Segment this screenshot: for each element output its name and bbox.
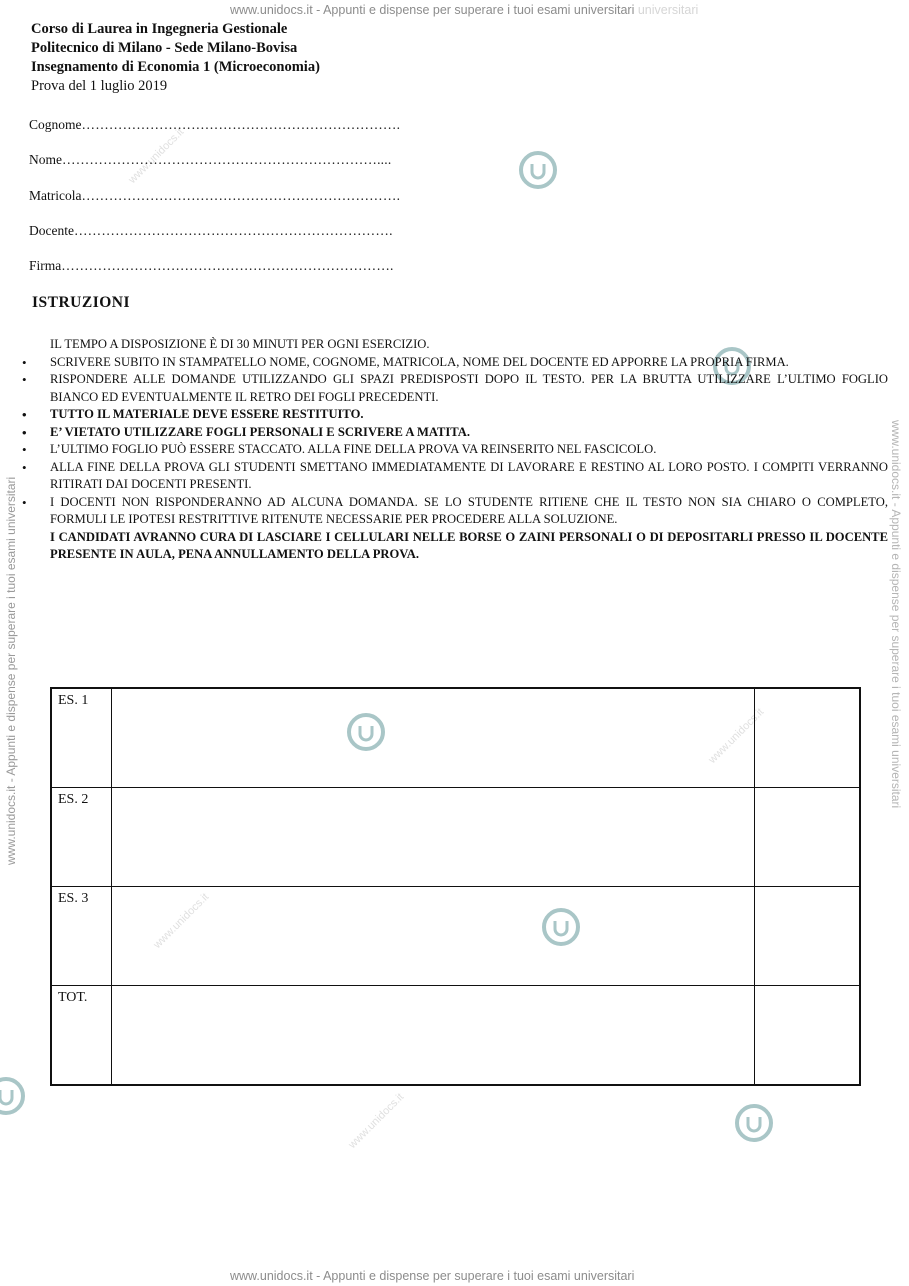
exercise-label: ES. 3 xyxy=(51,887,111,986)
watermark-bottom: www.unidocs.it - Appunti e dispense per superare i tuoi esami universitari xyxy=(230,1269,635,1283)
exercise-notes-cell[interactable] xyxy=(111,688,754,788)
instruction-item: • I DOCENTI NON RISPONDERANNO AD ALCUNA DOMANDA. SE LO STUDENTE RITIENE CHE IL TESTO NON SIA CHIARO O COMPLETO, FORMULI LE IPOTESI RESTRITTIVE RITENUTE NECESSARIE PER PROCEDERE ALLA SOLUZIONE. xyxy=(22,494,888,529)
instruction-item: • SCRIVERE SUBITO IN STAMPATELLO NOME, COGNOME, MATRICOLA, NOME DEL DOCENTE ED APPORRE LA PROPRIA FIRMA. xyxy=(22,354,888,372)
surname-field[interactable]: Cognome……………………………………………………………. xyxy=(29,117,401,132)
exercise-label: ES. 1 xyxy=(51,688,111,788)
watermark-side-right: www.unidocs.it - Appunti e dispense per superare i tuoi esami universitari xyxy=(889,420,903,809)
document-header xyxy=(31,20,320,96)
unidocs-logo-icon xyxy=(734,1103,774,1143)
course-name: Corso di Laurea in Ingegneria Gestionale xyxy=(31,21,288,37)
total-label: TOT. xyxy=(51,986,111,1086)
instruction-item: IL TEMPO A DISPOSIZIONE È DI 30 MINUTI PER OGNI ESERCIZIO. xyxy=(50,337,430,351)
instruction-item: • E’ VIETATO UTILIZZARE FOGLI PERSONALI E SCRIVERE A MATITA. xyxy=(22,424,888,442)
score-table xyxy=(50,687,861,1086)
table-row xyxy=(51,986,860,1086)
watermark-diagonal: www.unidocs.it xyxy=(706,706,767,766)
subject-name: Insegnamento di Economia 1 (Microeconomia) xyxy=(31,59,320,75)
name-field[interactable]: Nome…………………………………………………………….... xyxy=(29,152,392,167)
university-name: Politecnico di Milano - Sede Milano-Bovisa xyxy=(31,40,298,56)
watermark-diagonal: www.unidocs.it xyxy=(346,1091,407,1151)
watermark-side-left: www.unidocs.it - Appunti e dispense per superare i tuoi esami universitari xyxy=(4,476,18,865)
instruction-item: • TUTTO IL MATERIALE DEVE ESSERE RESTITUITO. xyxy=(22,406,888,424)
signature-field[interactable]: Firma………………………………………………………………. xyxy=(29,258,394,273)
exercise-score-cell[interactable] xyxy=(754,788,860,887)
instructions-list xyxy=(22,336,888,564)
total-notes-cell[interactable] xyxy=(111,986,754,1086)
unidocs-logo-icon xyxy=(0,1076,26,1116)
watermark-diagonal: www.unidocs.it xyxy=(151,891,212,951)
exercise-score-cell[interactable] xyxy=(754,688,860,788)
table-row xyxy=(51,788,860,887)
instruction-item: I CANDIDATI AVRANNO CURA DI LASCIARE I CELLULARI NELLE BORSE O ZAINI PERSONALI O DI DEPOSITARLI PRESSO IL DOCENTE PRESENTE IN AULA, PENA ANNULLAMENTO DELLA PROVA. xyxy=(50,529,888,561)
exam-date: Prova del 1 luglio 2019 xyxy=(31,78,168,94)
teacher-field[interactable]: Docente……………………………………………………………. xyxy=(29,223,393,238)
student-id-field[interactable]: Matricola……………………………………………………………. xyxy=(29,188,401,203)
watermark-diagonal: www.unidocs.it xyxy=(126,126,187,186)
table-row xyxy=(51,688,860,788)
instruction-item: • L’ULTIMO FOGLIO PUÒ ESSERE STACCATO. ALLA FINE DELLA PROVA VA REINSERITO NEL FASCICOLO. xyxy=(22,441,888,459)
instruction-item: • ALLA FINE DELLA PROVA GLI STUDENTI SMETTANO IMMEDIATAMENTE DI LAVORARE E RESTINO AL LORO POSTO. I COMPITI VERRANNO RITIRATI DAI DOCENTI PRESENTI. xyxy=(22,459,888,494)
exercise-label: ES. 2 xyxy=(51,788,111,887)
unidocs-logo-icon xyxy=(518,150,558,190)
watermark-top: www.unidocs.it - Appunti e dispense per superare i tuoi esami universitari universitari xyxy=(230,3,699,17)
exercise-notes-cell[interactable] xyxy=(111,788,754,887)
total-score-cell[interactable] xyxy=(754,986,860,1086)
instruction-item: • RISPONDERE ALLE DOMANDE UTILIZZANDO GLI SPAZI PREDISPOSTI DOPO IL TESTO. PER LA BRUTTA UTILIZZARE L’ULTIMO FOGLIO BIANCO ED EVENTUALMENTE IL RETRO DEI FOGLI PRECEDENTI. xyxy=(22,371,888,406)
exercise-score-cell[interactable] xyxy=(754,887,860,986)
table-row xyxy=(51,887,860,986)
exercise-notes-cell[interactable] xyxy=(111,887,754,986)
instructions-title: ISTRUZIONI xyxy=(32,294,131,311)
